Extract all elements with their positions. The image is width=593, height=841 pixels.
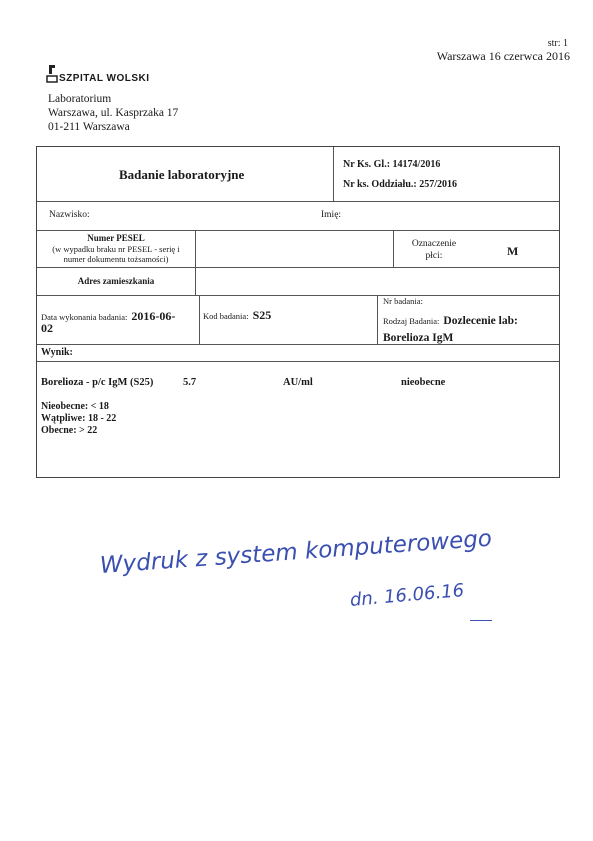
nr-ks-oddzialu-value: 257/2016 [419,179,458,190]
lab-address-line1: Warszawa, ul. Kasprzaka 17 [48,107,179,119]
divider [199,295,200,344]
pesel-note-line2: numer dokumentu tożsamości) [63,254,169,264]
sex-label-line1: Oznaczenie [411,239,457,249]
test-type-value: Dozlecenie lab: [443,315,518,327]
pesel-note-line1: (w wypadku braku nr PESEL - serię i [52,244,180,254]
first-name-label: Imię: [321,210,342,220]
nr-ks-gl-label: Nr Ks. Gl.: [343,159,391,170]
nr-ks-gl [343,159,440,170]
lab-address-block [48,92,178,134]
divider [377,295,378,344]
divider [37,295,559,296]
nr-ks-oddzialu [343,179,457,190]
divider [37,344,559,345]
nr-ks-gl-value: 14174/2016 [392,159,441,170]
reference-range-present: Obecne: > 22 [41,425,98,436]
divider [37,267,559,268]
surname-label: Nazwisko: [49,210,90,220]
sex-value: M [507,244,519,258]
test-type [383,311,518,329]
logo-text: SZPITAL WOLSKI [59,73,150,84]
report-title: Badanie laboratoryjne [119,167,245,182]
sex-label-line2: płci: [425,251,443,261]
logo-mark-icon [46,64,60,84]
result-interpretation: nieobecne [401,377,446,388]
pesel-label: Numer PESEL [87,233,145,243]
lab-report-form [36,146,560,478]
divider [37,361,559,362]
handwritten-note: Wydruk z system komputerowego [99,525,493,579]
result-unit: AU/ml [283,377,313,388]
divider [37,230,559,231]
test-date-label: Data wykonania badania: [41,312,128,322]
test-date [41,307,175,325]
handwritten-date: dn. 16.06.16 [349,580,465,611]
nr-ks-oddzialu-label: Nr ks. Oddziału.: [343,179,417,190]
test-date-value: 2016-06- [131,309,176,323]
test-type-label: Rodzaj Badania: [383,316,440,326]
test-number-label: Nr badania: [383,296,423,306]
test-code [203,306,271,324]
handwritten-stroke [470,620,492,621]
test-date-value-cont: 02 [41,321,53,335]
lab-address-line2: 01-211 Warszawa [48,121,130,133]
lab-name: Laboratorium [48,93,112,105]
divider [333,147,334,201]
result-value: 5.7 [183,377,197,388]
page-number: str: 1 [547,38,568,49]
test-code-value: S25 [252,308,272,322]
reference-range-absent: Nieobecne: < 18 [41,401,109,412]
place-and-date: Warszawa 16 czerwca 2016 [436,49,570,63]
reference-range-doubtful: Wątpliwe: 18 - 22 [41,413,117,424]
address-label: Adres zamieszkania [77,276,155,286]
divider [37,201,559,202]
result-test-name: Borelioza - p/c IgM (S25) [41,377,154,388]
test-type-value-cont: Borelioza IgM [383,332,454,344]
test-code-label: Kod badania: [203,311,249,321]
divider [195,230,196,295]
result-label: Wynik: [41,347,73,358]
